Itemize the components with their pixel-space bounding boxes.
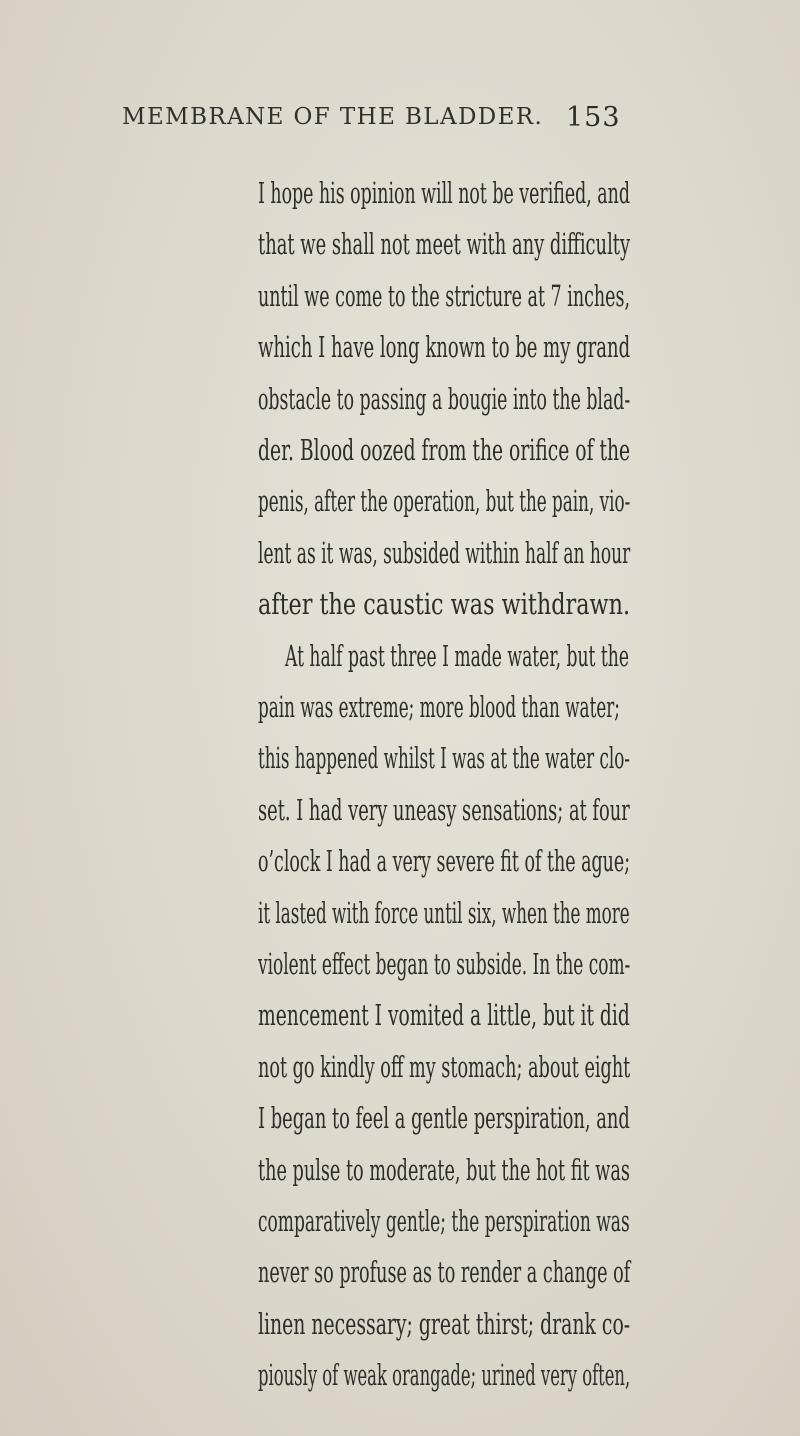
page-number: 153 [566, 102, 621, 133]
text-line: the pulse to moderate, but the hot fit was [258, 1152, 630, 1187]
text-line: linen necessary; great thirst; drank co- [258, 1306, 631, 1341]
text-line: pain was extreme; more blood than water; [258, 690, 620, 724]
text-line: set. I had very uneasy sensations; at four [258, 792, 630, 827]
text-line: I began to feel a gentle perspiration, and [258, 1101, 630, 1136]
text-line: At half past three I made water, but the [285, 638, 629, 673]
text-line: der. Blood oozed from the orifice of the [258, 433, 631, 467]
text-line: that we shall not meet with any difficulty [258, 227, 631, 262]
text-line: which I have long known to be my grand [258, 330, 631, 365]
text-line: this happened whilst I was at the water clo- [258, 741, 630, 776]
text-line: obstacle to passing a bougie into the blad- [258, 381, 631, 416]
running-head [0, 104, 800, 144]
text-line: lent as it was, subsided within half an hour [258, 535, 631, 570]
text-line: penis, after the operation, but the pain, vio- [258, 484, 631, 519]
text-line: mencement I vomited a little, but it did [258, 998, 630, 1033]
text-line: o’clock I had a very severe fit of the ague; [258, 844, 631, 879]
text-line: never so profuse as to render a change of [258, 1255, 631, 1290]
text-line: until we come to the stricture at 7 inches, [258, 278, 631, 313]
text-line: it lasted with force until six, when the more [258, 895, 630, 930]
text-line: comparatively gentle; the perspiration was [258, 1204, 630, 1238]
text-line: not go kindly off my stomach; about eight [258, 1049, 631, 1084]
text-line: piously of weak orangade; urined very often, [258, 1358, 631, 1393]
text-line: I hope his opinion will not be verified, and [258, 176, 630, 210]
running-title: MEMBRANE OF THE BLADDER. [122, 104, 544, 130]
text-line: violent effect began to subside. In the com- [258, 947, 631, 981]
text-line: after the caustic was withdrawn. [258, 587, 631, 622]
